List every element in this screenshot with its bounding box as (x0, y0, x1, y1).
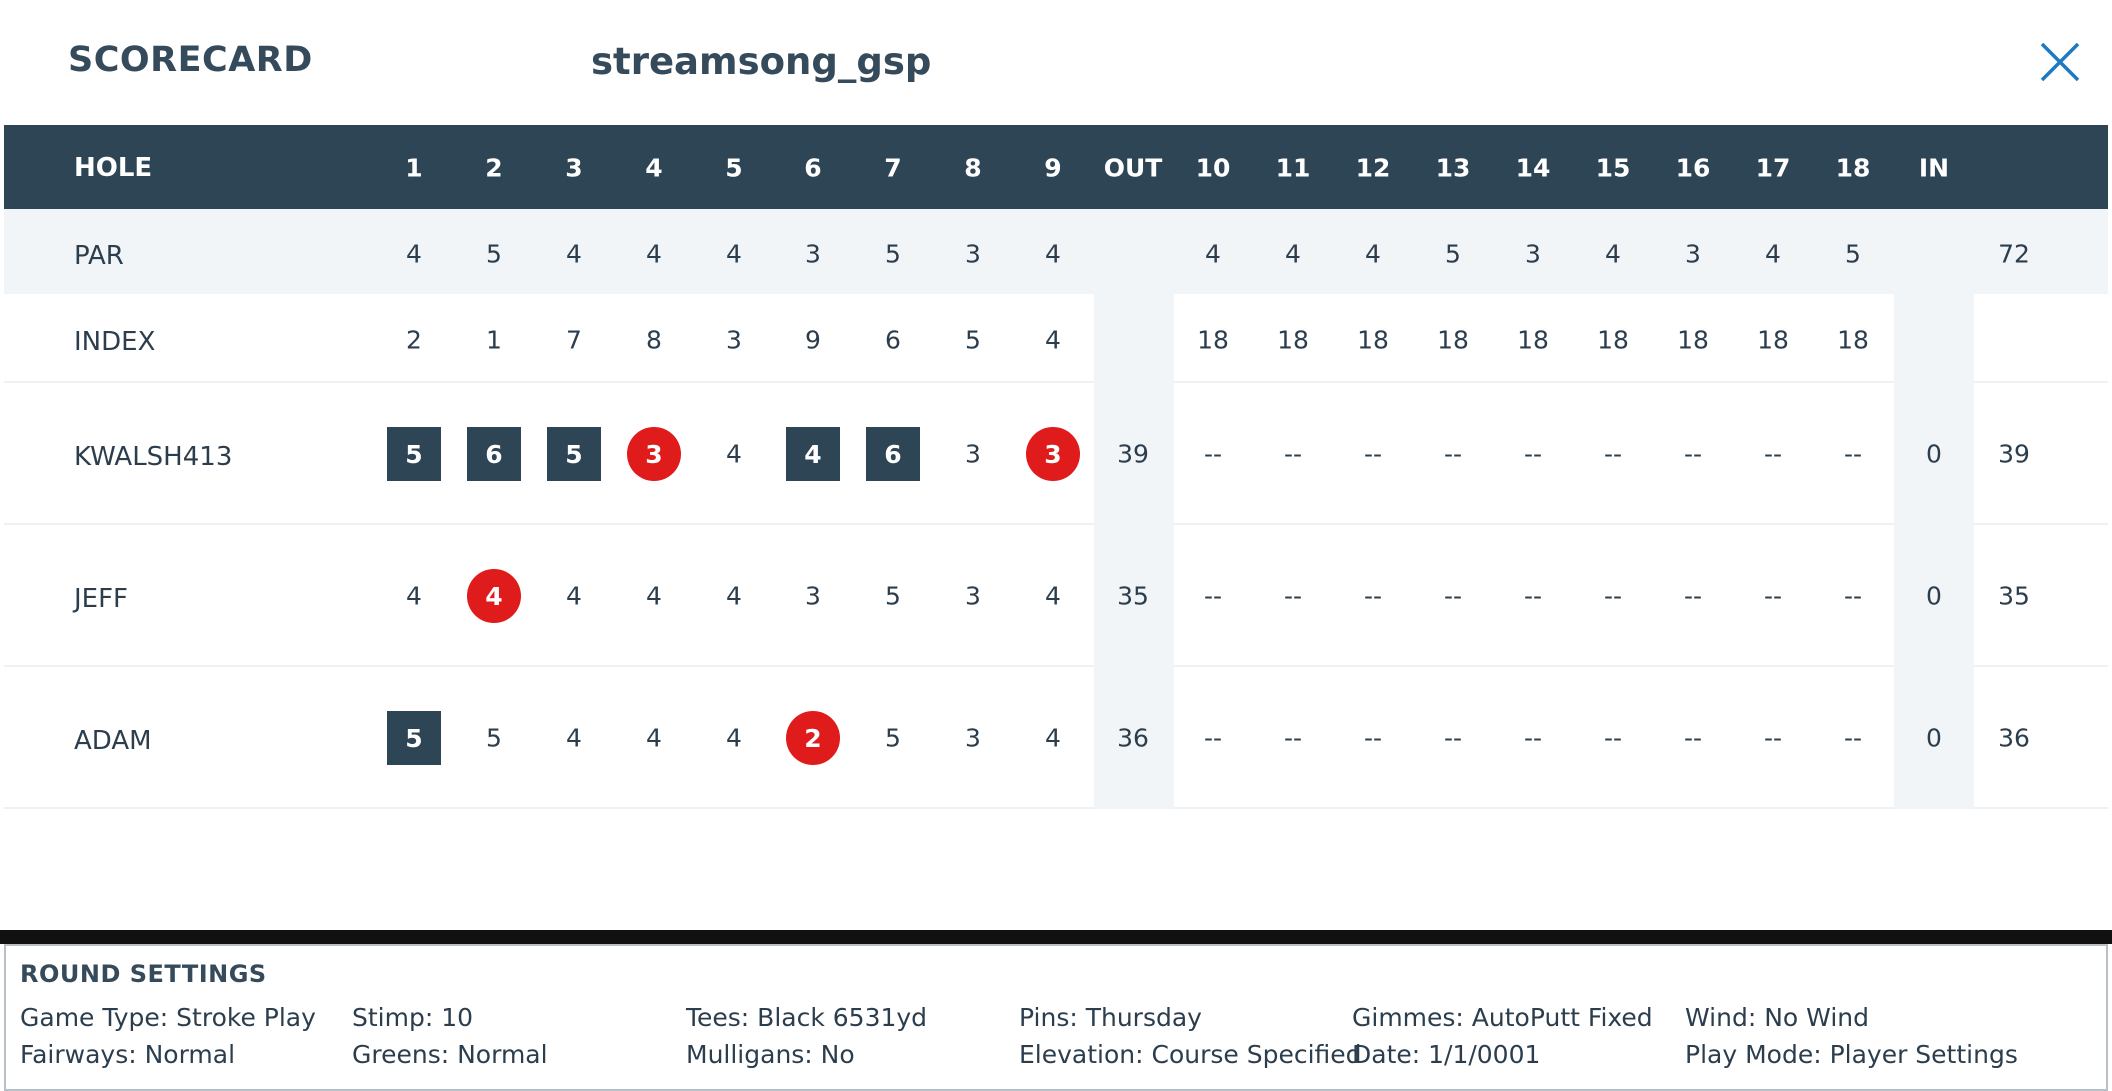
index-cell: 18 (1757, 325, 1789, 355)
hole-header-2: 2 (485, 153, 503, 183)
score-cell: 4 (566, 723, 582, 753)
hole-header-7: 7 (884, 153, 902, 183)
par-cell: 3 (1685, 239, 1701, 269)
score-cell: -- (1683, 439, 1703, 469)
score-cell: 0 (1926, 581, 1942, 611)
index-cell: 18 (1437, 325, 1469, 355)
score-cell: -- (1843, 723, 1863, 753)
score-cell: 4 (726, 723, 742, 753)
score-under-par-circle: 3 (1026, 427, 1080, 481)
par-cell: 4 (1605, 239, 1621, 269)
score-cell: 39 (1117, 439, 1149, 469)
setting-pins: Pins: Thursday (1019, 1003, 1202, 1032)
close-icon[interactable] (2036, 38, 2084, 86)
hole-header-out: OUT (1103, 153, 1163, 183)
index-cell: 1 (486, 325, 502, 355)
score-cell: -- (1763, 439, 1783, 469)
hole-header-10: 10 (1195, 153, 1231, 183)
score-cell: -- (1283, 439, 1303, 469)
score-cell: 3 (805, 581, 821, 611)
score-cell: -- (1203, 439, 1223, 469)
hole-header-15: 15 (1595, 153, 1631, 183)
setting-mulligans: Mulligans: No (686, 1040, 855, 1069)
setting-greens: Greens: Normal (352, 1040, 548, 1069)
index-cell: 6 (885, 325, 901, 355)
score-cell: -- (1443, 581, 1463, 611)
score-cell: -- (1843, 439, 1863, 469)
par-cell: 4 (1205, 239, 1221, 269)
score-cell: -- (1523, 439, 1543, 469)
setting-game-type: Game Type: Stroke Play (20, 1003, 316, 1032)
score-over-par-box: 6 (467, 427, 521, 481)
score-cell: -- (1443, 439, 1463, 469)
setting-wind: Wind: No Wind (1685, 1003, 1869, 1032)
hole-header-3: 3 (565, 153, 583, 183)
par-cell: 5 (1845, 239, 1861, 269)
index-cell: 7 (566, 325, 582, 355)
score-cell: 35 (1117, 581, 1149, 611)
index-cell: 2 (406, 325, 422, 355)
score-cell: -- (1523, 723, 1543, 753)
par-cell: 4 (406, 239, 422, 269)
score-cell: 4 (726, 581, 742, 611)
score-cell: -- (1203, 723, 1223, 753)
score-cell: 4 (1045, 723, 1061, 753)
score-cell: -- (1683, 723, 1703, 753)
divider (0, 930, 2112, 944)
score-cell: 39 (1998, 439, 2030, 469)
score-cell: -- (1843, 581, 1863, 611)
par-cell: 4 (566, 239, 582, 269)
index-cell: 18 (1197, 325, 1229, 355)
hole-header-4: 4 (645, 153, 663, 183)
score-cell: 4 (1045, 581, 1061, 611)
score-cell: -- (1363, 723, 1383, 753)
hole-header-5: 5 (725, 153, 743, 183)
score-cell: 4 (646, 723, 662, 753)
score-cell: -- (1283, 581, 1303, 611)
score-cell: 3 (965, 723, 981, 753)
score-cell: 5 (885, 581, 901, 611)
score-under-par-circle: 3 (627, 427, 681, 481)
score-cell: 3 (965, 581, 981, 611)
setting-tees: Tees: Black 6531yd (686, 1003, 928, 1032)
score-over-par-box: 6 (866, 427, 920, 481)
score-under-par-circle: 2 (786, 711, 840, 765)
score-cell: -- (1603, 723, 1623, 753)
setting-gimmes: Gimmes: AutoPutt Fixed (1352, 1003, 1653, 1032)
par-cell: 4 (726, 239, 742, 269)
score-cell: -- (1363, 581, 1383, 611)
index-cell: 9 (805, 325, 821, 355)
par-cell: 4 (1365, 239, 1381, 269)
hole-header-16: 16 (1675, 153, 1711, 183)
par-label: PAR (74, 241, 124, 271)
score-cell: -- (1363, 439, 1383, 469)
hole-header-13: 13 (1435, 153, 1471, 183)
score-cell: 4 (566, 581, 582, 611)
score-cell: 35 (1998, 581, 2030, 611)
index-label: INDEX (74, 327, 156, 357)
par-cell: 5 (486, 239, 502, 269)
score-cell: -- (1763, 581, 1783, 611)
score-cell: 0 (1926, 439, 1942, 469)
index-cell: 18 (1517, 325, 1549, 355)
index-cell: 4 (1045, 325, 1061, 355)
hole-header-6: 6 (804, 153, 822, 183)
score-cell: -- (1603, 581, 1623, 611)
index-cell: 18 (1837, 325, 1869, 355)
score-over-par-box: 5 (387, 711, 441, 765)
score-over-par-box: 5 (387, 427, 441, 481)
score-cell: 5 (885, 723, 901, 753)
player-name[interactable]: JEFF (74, 584, 129, 614)
setting-fairways: Fairways: Normal (20, 1040, 236, 1069)
score-cell: -- (1203, 581, 1223, 611)
hole-header-11: 11 (1275, 153, 1311, 183)
hole-header-12: 12 (1355, 153, 1391, 183)
hole-header-17: 17 (1755, 153, 1791, 183)
index-cell: 3 (726, 325, 742, 355)
score-over-par-box: 5 (547, 427, 601, 481)
par-cell: 4 (646, 239, 662, 269)
course-name: streamsong_gsp (591, 40, 932, 83)
index-cell: 18 (1677, 325, 1709, 355)
par-cell: 4 (1765, 239, 1781, 269)
setting-play-mode: Play Mode: Player Settings (1685, 1040, 2018, 1069)
par-cell: 4 (1045, 239, 1061, 269)
score-cell: 0 (1926, 723, 1942, 753)
score-cell: -- (1283, 723, 1303, 753)
hole-label: HOLE (74, 153, 153, 183)
player-name[interactable]: KWALSH413 (74, 442, 233, 472)
score-cell: 36 (1117, 723, 1149, 753)
hole-header-9: 9 (1044, 153, 1062, 183)
scorecard-title: SCORECARD (68, 40, 313, 80)
setting-elevation: Elevation: Course Specified (1019, 1040, 1362, 1069)
par-cell: 4 (1285, 239, 1301, 269)
score-cell: 4 (646, 581, 662, 611)
index-cell: 5 (965, 325, 981, 355)
index-cell: 18 (1277, 325, 1309, 355)
hole-header-18: 18 (1835, 153, 1871, 183)
index-cell: 8 (646, 325, 662, 355)
index-cell: 18 (1597, 325, 1629, 355)
round-settings (4, 944, 2108, 1091)
round-settings-title: ROUND SETTINGS (20, 960, 267, 988)
player-name[interactable]: ADAM (74, 726, 152, 756)
par-cell: 5 (885, 239, 901, 269)
par-cell: 3 (805, 239, 821, 269)
score-cell: -- (1443, 723, 1463, 753)
score-cell: 3 (965, 439, 981, 469)
score-cell: 36 (1998, 723, 2030, 753)
par-cell: 3 (965, 239, 981, 269)
score-cell: 4 (726, 439, 742, 469)
score-cell: -- (1683, 581, 1703, 611)
par-cell: 72 (1998, 239, 2030, 269)
score-cell: 5 (486, 723, 502, 753)
score-cell: 4 (406, 581, 422, 611)
setting-date: Date: 1/1/0001 (1352, 1040, 1541, 1069)
score-under-par-circle: 4 (467, 569, 521, 623)
score-cell: -- (1763, 723, 1783, 753)
par-cell: 3 (1525, 239, 1541, 269)
score-cell: -- (1523, 581, 1543, 611)
par-cell: 5 (1445, 239, 1461, 269)
hole-header-in: IN (1918, 153, 1950, 183)
hole-header-8: 8 (964, 153, 982, 183)
hole-header-14: 14 (1515, 153, 1551, 183)
score-over-par-box: 4 (786, 427, 840, 481)
setting-stimp: Stimp: 10 (352, 1003, 474, 1032)
score-cell: -- (1603, 439, 1623, 469)
hole-header-1: 1 (405, 153, 423, 183)
index-cell: 18 (1357, 325, 1389, 355)
